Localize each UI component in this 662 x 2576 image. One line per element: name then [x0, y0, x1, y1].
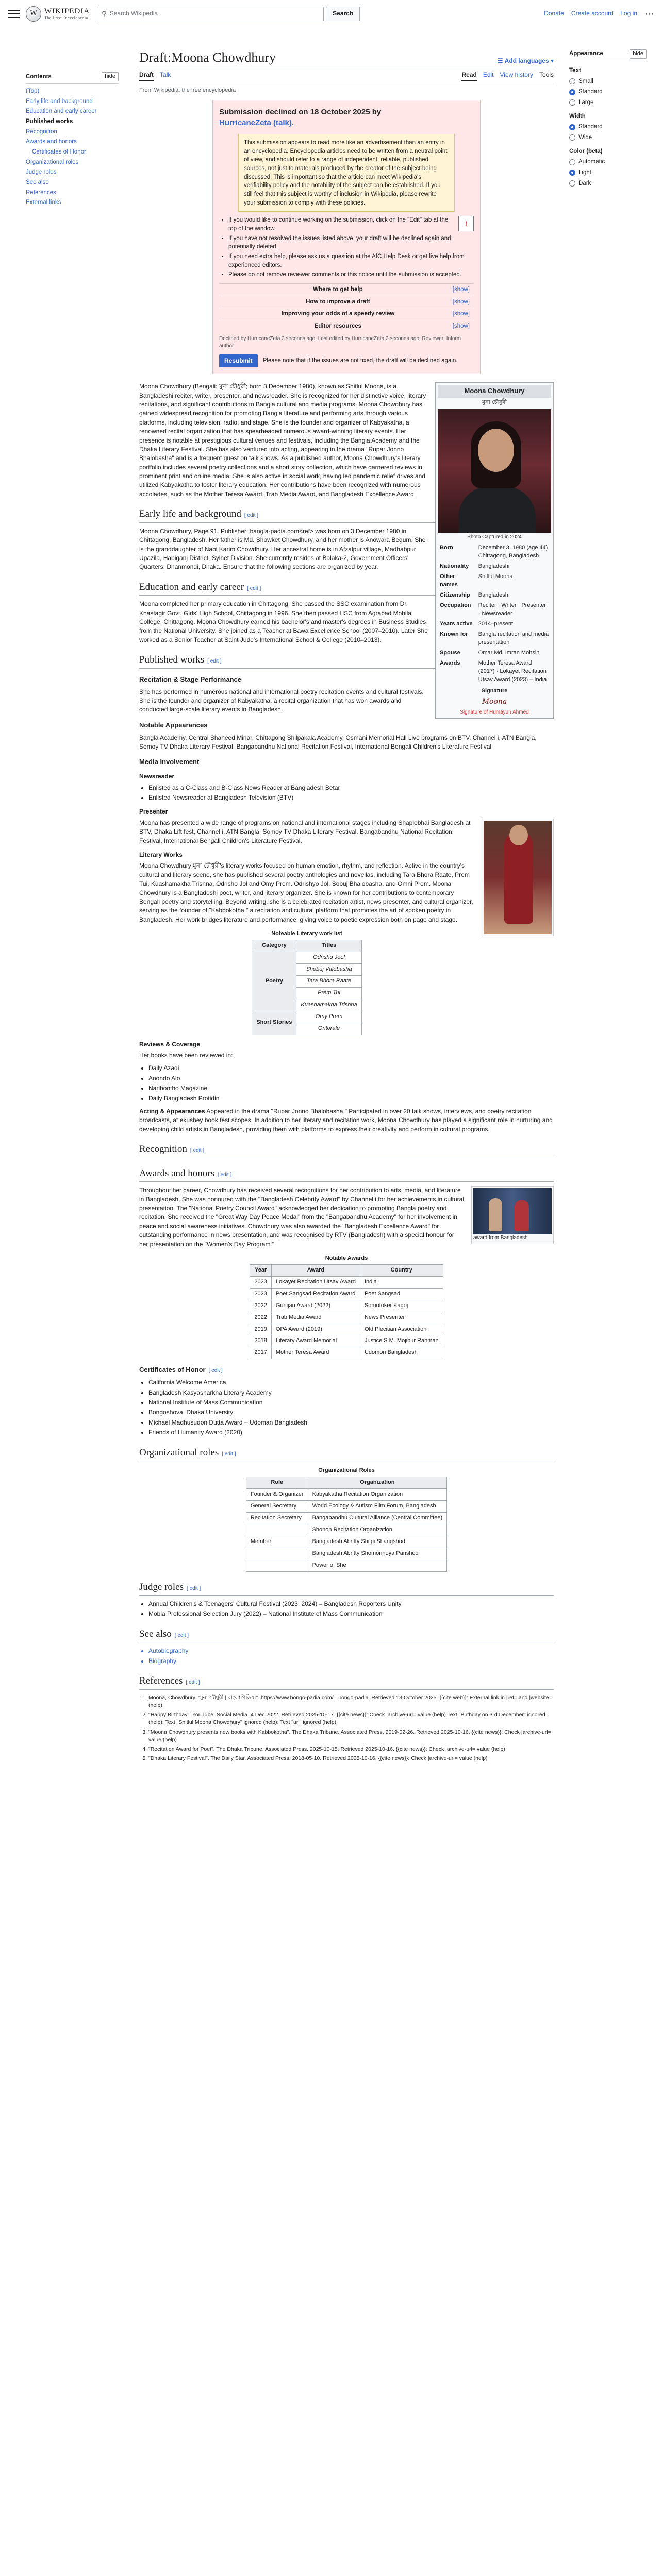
table-cell: Bangladesh Abritty Shilpi Shangshod — [308, 1536, 447, 1548]
text-size-label: Text — [569, 67, 581, 74]
globe-icon: W — [26, 6, 41, 22]
table-cell: Founder & Organizer — [246, 1488, 308, 1500]
color-option[interactable] — [569, 179, 647, 188]
radio-label: Wide — [578, 134, 592, 141]
newsreader-heading: Newsreader — [139, 773, 175, 781]
certificate-item: • Friends of Humanity Award (2020) — [148, 1428, 554, 1437]
table-cell: Trab Media Award — [271, 1312, 360, 1324]
toc-item[interactable]: Recognition — [26, 128, 57, 135]
toc-item[interactable]: See also — [26, 179, 49, 185]
add-languages-label: Add languages — [504, 57, 549, 64]
see-also-list — [139, 1647, 554, 1666]
table-cell: General Secretary — [246, 1500, 308, 1512]
table-header: Titles — [296, 940, 361, 952]
search-icon: ⚲ — [102, 9, 107, 18]
show-toggle[interactable]: [show] — [452, 323, 470, 330]
table-row — [246, 1488, 446, 1500]
width-option[interactable] — [569, 133, 647, 142]
table-header: Category — [252, 940, 296, 952]
site-header — [0, 0, 662, 28]
appearance-hide-button[interactable]: hide — [630, 49, 647, 59]
section-awards — [139, 1166, 554, 1182]
section-title: Published works — [139, 654, 205, 666]
radio-label: Automatic — [578, 159, 605, 165]
table-row — [252, 1011, 361, 1023]
edit-link[interactable]: [ edit ] — [207, 658, 222, 665]
references-list — [139, 1694, 554, 1763]
infobox-value: Bangla recitation and media presentation — [478, 631, 549, 646]
certificate-item: • Bongoshova, Dhaka University — [148, 1408, 554, 1417]
infobox-key: Other names — [440, 573, 458, 588]
wikipedia-logo[interactable] — [26, 6, 90, 22]
appearance-panel — [569, 49, 647, 190]
intro-paragraph: Moona Chowdhury (Bengali: মুনা চৌধুরী; born 3 December 1980), known as Shitlul Moona, is a Bangladeshi reciter, writer, presenter, and newsreader. She is recognized for her distinctive voice, literary recitations, and significant contributions to Bangla cultural and media programs. Moona Chowdhury has gained widespread recognition for promoting Bangla literature and performing arts through various platforms, including television, radio, and stage. She is the founder and organizer of Kabyakatha, a renowned recital organization that has spearheaded numerous award-winning literary events. Her presence is notable at prestigious cultural venues and festivals, including the Bangla Academy and the Dhaka Literary Festival. She has also ventured into acting, appearing in the drama "Rupar Jonno Bhalobasha" and is a frequent guest on talk shows. As a published author, Moona Chowdhury's literary portfolio includes several poetry collections and a short story collection, which have garnered reviews in prominent print and online media. She is also active in social work, having led pandemic relief drives and utilized Kabyakatha to foster literary education. Her contributions have been recognized with numerous accolades, such as the Mother Teresa Award, Trab Media Award, and Bangladesh Excellence Award. — [139, 383, 426, 498]
edit-link[interactable]: [ edit ] — [208, 1368, 223, 1374]
infobox-key: Years active — [440, 620, 473, 627]
radio-label: Light — [578, 169, 591, 176]
table-row — [246, 1536, 446, 1548]
afc-decline-reason — [238, 134, 455, 212]
color-label: Color (beta) — [569, 148, 603, 155]
table-cell: 2023 — [250, 1288, 271, 1300]
infobox-row — [438, 590, 551, 601]
afc-declined-note: Declined by HurricaneZeta 3 seconds ago. Last edited by HurricaneZeta 2 seconds ago. Reviewer: Inform author. — [219, 335, 461, 349]
title-cell: Odrisho Jool — [296, 952, 361, 964]
table-cell: World Ecology & Autism Film Forum, Bangladesh — [308, 1500, 447, 1512]
afc-help-rows — [219, 283, 474, 332]
recitation-text: She has performed in numerous national and international poetry recitation events and cultural festivals. She is the founder and organizer of Kabyakatha, a recital organization that has won awards and conducted large-scale literary events in Bangladesh. — [139, 688, 424, 714]
table-header: Country — [360, 1264, 443, 1276]
afc-instruction: • Please do not remove reviewer comments or this notice until the submission is accepted. — [228, 270, 474, 279]
infobox-photo[interactable] — [438, 409, 551, 533]
radio-button[interactable] — [569, 99, 575, 106]
title-cell: Ontorale — [296, 1023, 361, 1035]
judge-item: • Annual Children's & Teenagers' Cultural Festival (2023, 2024) – Bangladesh Reporters Unity — [148, 1600, 554, 1608]
edit-link[interactable]: [ edit ] — [186, 1680, 200, 1686]
title-cell: Prem Tui — [296, 987, 361, 999]
certificates-heading — [139, 1365, 554, 1375]
color-option[interactable] — [569, 168, 647, 177]
table-header-row — [250, 1264, 443, 1276]
table-cell: Poet Sangsad Recitation Award — [271, 1288, 360, 1300]
section-title: References — [139, 1675, 183, 1687]
color-option[interactable] — [569, 158, 647, 166]
donate-link[interactable]: Donate — [544, 10, 564, 18]
section-title: Organizational roles — [139, 1447, 219, 1458]
text-size-option[interactable] — [569, 98, 647, 107]
radio-button[interactable] — [569, 124, 575, 130]
section-judge-roles — [139, 1580, 554, 1596]
show-toggle[interactable]: [show] — [452, 286, 470, 293]
infobox-key: Known for — [440, 631, 468, 637]
toc-item[interactable]: (Top) — [26, 88, 40, 94]
afc-title: Submission declined on 18 October 2025 by — [219, 107, 382, 116]
table-row — [250, 1300, 443, 1312]
table-cell: 2019 — [250, 1324, 271, 1335]
infobox-row — [438, 619, 551, 630]
literary-heading: Literary Works — [139, 851, 183, 859]
table-cell: 2017 — [250, 1347, 271, 1359]
infobox-table — [438, 543, 551, 685]
org-table-caption: Organizational Roles — [318, 1467, 375, 1474]
review-source: • Anondo Alo — [148, 1074, 554, 1083]
toc-item[interactable]: Awards and honors — [26, 139, 77, 145]
infobox-value: Bangladesh — [478, 592, 508, 599]
edit-link[interactable]: [ edit ] — [247, 585, 261, 591]
org-roles-table — [246, 1465, 447, 1571]
recitation-heading: Recitation & Stage Performance — [139, 675, 241, 683]
table-cell: Gunijan Award (2022) — [271, 1300, 360, 1312]
infobox-key: Awards — [440, 659, 460, 666]
table-header: Role — [246, 1477, 308, 1489]
table-cell: Mother Teresa Award — [271, 1347, 360, 1359]
resubmit-button[interactable]: Resubmit — [219, 354, 258, 367]
user-links — [544, 9, 654, 19]
infobox-row — [438, 648, 551, 658]
toc-hide-button[interactable]: hide — [102, 72, 119, 81]
afc-help-label: Improving your odds of a speedy review — [281, 311, 395, 317]
title-cell: Omy Prem — [296, 1011, 361, 1023]
category-cell: Short Stories — [252, 1011, 296, 1035]
toc-item[interactable]: Organizational roles — [26, 159, 79, 165]
infobox-value: Shitlul Moona — [478, 573, 513, 580]
reference-item: 4. "Recitation Award for Poet". The Dhaka Tribune. Associated Press. 2025-10-15. Retrieved 2025-10-16. {{cite news}}: Check |archive-url= value (help) — [148, 1745, 554, 1753]
awards-table-caption: Notable Awards — [325, 1255, 368, 1261]
radio-button[interactable] — [569, 89, 575, 95]
table-cell: Member — [246, 1536, 308, 1548]
literary-works-table — [252, 928, 361, 1035]
presenter-heading: Presenter — [139, 808, 168, 816]
infobox-row — [438, 572, 551, 590]
login-link[interactable]: Log in — [620, 10, 637, 18]
infobox-key: Born — [440, 545, 453, 551]
toc-item[interactable]: Judge roles — [26, 169, 57, 176]
table-header-row — [246, 1477, 446, 1489]
section-organizational-roles — [139, 1446, 554, 1462]
tab-draft[interactable]: Draft — [139, 71, 154, 80]
table-cell: Power of She — [308, 1560, 447, 1571]
newsreader-item: • Enlisted Newsreader at Bangladesh Television (BTV) — [148, 793, 554, 802]
education-text: Moona completed her primary education in Chittagong. She passed the SSC examination from Dr. Khastagir Govt. Girls' High School, Chittagong in 1996. She then passed HSC from Agrabad Mohila College, Chittagong. Moona Chowdhury earned his bachelor's and master's degrees in Business Studies from the National University. She joined as a Teacher at Bawa Excellence School (2007–2010). Later She worked as a Senior Teacher at Saint Jude's International School & College (2010–2013). — [139, 600, 428, 643]
infobox-native-name: মুনা চৌধুরী — [482, 399, 507, 406]
presenter-text: Moona has presented a wide range of programs on national and international stages including Shaplobhai Bangladesh at BTV, Dhaka Lift fest, Channel i, ATN Bangla, Somoy TV Dhaka Literary Festival, Bangabandhu National Recitation Festival, International Bengali Children's Literature Festival. — [139, 819, 471, 844]
see-also-link[interactable]: • Biography — [148, 1657, 554, 1666]
table-cell: 2022 — [250, 1312, 271, 1324]
certificate-item: • California Welcome America — [148, 1378, 554, 1387]
table-header-row — [252, 940, 361, 952]
article-body — [139, 382, 554, 1762]
infobox-row — [438, 601, 551, 619]
acting-text: Appeared in the drama "Rupar Jonno Bhalobasha." Participated in over 20 talk shows, interviews, and poetry recitation broadcasts, at ekushey book fest scopes. In addition to her literary and recitation work, Moona Chowdhury has played a significant role in nurturing and developing child artists in Bangladesh, providing them with platforms to express their creativity and perform in cultural programs. — [139, 1107, 553, 1133]
tab-talk[interactable]: Talk — [160, 71, 171, 79]
title-cell: Kuashamakha Trishna — [296, 999, 361, 1011]
afc-instructions — [219, 216, 474, 279]
logo-title: WIKIPEDIA — [44, 7, 90, 15]
awards-text: Throughout her career, Chowdhury has received several recognitions for her contribution to arts, media, and literature in Bangladesh. She was honoured with the "Bangladesh Celebrity Award" by Channel i for her achievements in cultural presentation. The "National Poetry Council Award" acknowledged her dedication to promoting Bangla poetry and recitation. She received the "Great Way Day Peace Medal" from the "Bangabandhu Academy" for her involvement in peace and social awareness initiatives. Chowdhury was also awarded the "Bangladesh Excellence Award" for outstanding performance in news presentation, and was recognised by RTV (Bangladesh) with a special honour for her presentation on the "Women's Day Program." — [139, 1187, 465, 1248]
reference-item: 3. "Moona Chowdhury presents new books with Kabbokotha". The Dhaka Tribune. Associated Press. 2019-02-26. Retrieved 2025-10-16. {{cite news}}: Check |archive-url= value (help) — [148, 1728, 554, 1744]
afc-intro-text: This submission appears to read more like an advertisement than an entry in an encyclopedia. Encyclopedia articles need to be written from a neutral point of view, and should refer to a range of independent, reliable, published sources, not just to materials produced by the creator of the subject being discussed. This is important so that the article can meet Wikipedia's verifiability policy and the notability of the subject can be established. If you still feel that this subject is worthy of inclusion in Wikipedia, please rewrite your submission to comply with these policies. — [244, 140, 448, 206]
infobox-name: Moona Chowdhury — [438, 385, 551, 398]
afc-help-row — [219, 308, 474, 320]
infobox-value: Mother Teresa Award (2017) · Lokayet Recitation Utsav Award (2023) – India — [478, 659, 547, 683]
edit-link[interactable]: [ edit ] — [244, 513, 259, 519]
afc-help-row — [219, 283, 474, 296]
radio-button[interactable] — [569, 134, 575, 141]
infobox-value: Omar Md. Imran Mohsin — [478, 649, 540, 656]
afc-reviewer-link[interactable]: HurricaneZeta (talk). — [219, 118, 294, 128]
awards-table — [250, 1253, 443, 1359]
infobox — [435, 382, 554, 719]
edit-link[interactable]: [ edit ] — [187, 1585, 201, 1591]
toc-item[interactable]: External links — [26, 199, 61, 206]
main-content — [139, 49, 554, 1765]
warning-icon: ! — [458, 216, 474, 231]
review-source: • Naribontho Magazine — [148, 1084, 554, 1093]
tab-read[interactable]: Read — [461, 71, 476, 80]
table-header: Award — [271, 1264, 360, 1276]
radio-label: Small — [578, 78, 593, 84]
table-cell: Bangabandhu Cultural Alliance (Central Committee) — [308, 1512, 447, 1524]
review-source: • Daily Azadi — [148, 1064, 554, 1073]
table-row — [246, 1548, 446, 1560]
newsreader-list — [139, 784, 554, 803]
table-row — [246, 1500, 446, 1512]
table-row — [250, 1288, 443, 1300]
color-options — [569, 158, 647, 188]
toc-title: Contents — [26, 73, 52, 80]
radio-button[interactable] — [569, 78, 575, 84]
main-menu-icon[interactable] — [8, 10, 20, 18]
category-cell: Poetry — [252, 952, 296, 1011]
toc-item[interactable]: Published works — [26, 118, 73, 125]
certificate-item: • Michael Madhusudon Dutta Award – Udoman Bangladesh — [148, 1418, 554, 1427]
table-cell: News Presenter — [360, 1312, 443, 1324]
section-title: Early life and background — [139, 509, 241, 520]
table-cell: Poet Sangsad — [360, 1288, 443, 1300]
section-title: Certificates of Honor — [139, 1366, 206, 1374]
infobox-value: December 3, 1980 (age 44) Chittagong, Bangladesh — [478, 545, 548, 560]
radio-label: Standard — [578, 124, 603, 130]
section-title: Recognition — [139, 1144, 187, 1155]
toc-item[interactable]: Education and early career — [26, 108, 97, 115]
radio-label: Dark — [578, 180, 591, 187]
presenter-thumbnail[interactable] — [482, 819, 554, 936]
appearances-heading: Notable Appearances — [139, 721, 208, 729]
edit-link[interactable]: [ edit ] — [174, 1632, 189, 1638]
signature-caption: Signature of Humayun Ahmed — [460, 709, 529, 715]
tab-tools[interactable]: Tools — [539, 71, 554, 79]
reference-item: 1. Moona, Chowdhury. "মুনা চৌধুরী | বাংলাপিডিয়া". https://www.bongo-padia.com/". bongo-padia. Retrieved 13 October 2025. {{cite web}}: External link in |ref= and |website= (help) — [148, 1694, 554, 1709]
infobox-caption: Photo Captured in 2024 — [467, 534, 522, 540]
afc-help-row — [219, 320, 474, 332]
afc-help-label: Where to get help — [313, 286, 363, 293]
table-row — [246, 1560, 446, 1571]
toc-item[interactable]: Early life and background — [26, 98, 93, 105]
text-size-option[interactable] — [569, 88, 647, 96]
resubmit-note: Please note that if the issues are not fixed, the draft will be declined again. — [262, 358, 458, 364]
certificate-item: • Bangladesh Kasyasharkha Literary Academy — [148, 1388, 554, 1397]
infobox-key: Occupation — [440, 602, 471, 609]
title-cell: Shobuj Valobasha — [296, 963, 361, 975]
show-toggle[interactable]: [show] — [452, 311, 470, 317]
see-also-link[interactable]: • Autobiography — [148, 1647, 554, 1655]
table-cell: Justice S.M. Mojibur Rahman — [360, 1335, 443, 1347]
section-see-also — [139, 1627, 554, 1643]
create-account-link[interactable]: Create account — [571, 10, 614, 18]
toc-item[interactable]: References — [26, 189, 56, 196]
acting-label: Acting & Appearances — [139, 1107, 205, 1115]
table-cell — [246, 1548, 308, 1560]
appearances-text: Bangla Academy, Central Shaheed Minar, Chittagong Shilpakala Academy, Osmani Memorial Hall Live programs on BTV, Channel i, ATN Bangla, Somoy TV Dhaka Literary Festival, Bangabandhu National Recitation Festival, International Bengali Children's Literature Festival — [139, 734, 537, 751]
table-row — [250, 1312, 443, 1324]
tab-edit[interactable]: Edit — [483, 71, 494, 79]
table-cell: Lokayet Recitation Utsav Award — [271, 1276, 360, 1288]
width-options — [569, 123, 647, 142]
section-title: Education and early career — [139, 581, 244, 592]
infobox-key: Citizenship — [440, 592, 470, 599]
table-cell: Bangladesh Abritty Shomonnoya Parishod — [308, 1548, 447, 1560]
afc-help-row — [219, 296, 474, 308]
toc-item[interactable]: Certificates of Honor — [32, 148, 86, 155]
width-label: Width — [569, 113, 586, 120]
reviews-heading: Reviews & Coverage — [139, 1040, 201, 1048]
table-row — [246, 1524, 446, 1536]
infobox-key: Spouse — [440, 649, 460, 656]
reviews-text: Her books have been reviewed in: — [139, 1051, 233, 1059]
logo-subtitle: The Free Encyclopedia — [44, 15, 88, 20]
table-cell — [246, 1524, 308, 1536]
infobox-row — [438, 658, 551, 685]
infobox-value: 2014–present — [478, 620, 514, 627]
table-row — [250, 1335, 443, 1347]
from-wikipedia-tagline: From Wikipedia, the free encyclopedia — [139, 87, 236, 93]
table-cell: India — [360, 1276, 443, 1288]
infobox-key: Nationality — [440, 563, 469, 570]
award-thumbnail-caption: award from Bangladesh — [473, 1235, 528, 1241]
review-source: • Daily Bangladesh Protidin — [148, 1094, 554, 1103]
table-header: Year — [250, 1264, 271, 1276]
certificates-list — [139, 1378, 554, 1437]
title-cell: Tara Bhora Raate — [296, 975, 361, 987]
infobox-row — [438, 630, 551, 648]
edit-link[interactable]: [ edit ] — [218, 1172, 232, 1178]
afc-instruction: • If you have not resolved the issues listed above, your draft will be declined again and potentially deleted. — [228, 234, 474, 251]
table-header: Organization — [308, 1477, 447, 1489]
table-row — [250, 1347, 443, 1359]
search-input[interactable] — [97, 7, 324, 21]
table-cell: Somotoker Kagoj — [360, 1300, 443, 1312]
radio-label: Standard — [578, 89, 603, 95]
add-languages-button[interactable]: ☰ Add languages ▾ — [497, 57, 554, 64]
section-title: Awards and honors — [139, 1167, 215, 1179]
infobox-value: Reciter · Writer · Presenter · Newsreader — [478, 602, 547, 617]
table-row — [250, 1324, 443, 1335]
newsreader-item: • Enlisted as a C-Class and B-Class News Reader at Bangladesh Betar — [148, 784, 554, 792]
toc-list — [26, 87, 119, 207]
tab-view-history[interactable]: View history — [500, 71, 533, 79]
radio-button[interactable] — [569, 180, 575, 187]
radio-button[interactable] — [569, 170, 575, 176]
table-cell: Old Plecitian Association — [360, 1324, 443, 1335]
section-recognition — [139, 1142, 554, 1158]
table-cell: OPA Award (2019) — [271, 1324, 360, 1335]
reference-item: 2. "Happy Birthday". YouTube. Social Media. 4 Dec 2022. Retrieved 2025-10-17. {{cite news}}: Check |archive-url= value (help) Text "Birthday on 3rd December" ignored (help); Text "Shitlul Moona Chowdhury" ignored (help); Text "url" ignored (help) — [148, 1711, 554, 1726]
section-references — [139, 1674, 554, 1690]
table-cell — [246, 1560, 308, 1571]
table-cell: Kabyakatha Recitation Organization — [308, 1488, 447, 1500]
reference-item: 5. "Dhaka Literary Festival". The Daily Star. Associated Press. 2018-05-10. Retrieved 2025-10-16. {{cite news}}: Check |archive-url= value (help) — [148, 1755, 554, 1762]
table-row — [246, 1512, 446, 1524]
table-cell: Udomon Bangladesh — [360, 1347, 443, 1359]
infobox-value: Bangladeshi — [478, 563, 510, 570]
text-size-options — [569, 77, 647, 107]
certificate-item: • National Institute of Mass Communication — [148, 1398, 554, 1407]
width-option[interactable] — [569, 123, 647, 131]
section-title: See also — [139, 1628, 172, 1639]
more-options-icon[interactable]: ⋯ — [644, 9, 654, 19]
infobox-signature-label: Signature — [481, 687, 508, 694]
judge-list — [139, 1600, 554, 1619]
search-placeholder: Search Wikipedia — [109, 10, 158, 18]
afc-decline-notice — [212, 100, 481, 375]
award-thumbnail[interactable] — [471, 1186, 554, 1244]
table-cell: Recitation Secretary — [246, 1512, 308, 1524]
edit-link[interactable]: [ edit ] — [222, 1451, 236, 1457]
afc-help-label: Editor resources — [314, 323, 362, 330]
table-row — [250, 1276, 443, 1288]
early-life-text: Moona Chowdhury, Page 91. Publisher: bangla-padia.com<ref> was born on 3 December 1980 in Chittagong, Bangladesh. Her father is Md. Showket Chowdhury, and her mother is Anowara Begum. She is the granddaughter of Nabi Karim Chowdhury. Her ancestral home is in Afzalpur village, Madhabpur Upazila, Habiganj District, Sylhet Division. She currently resides at Balaka-2, Government Officers' Quarters, Dhanmondi, Dhaka. Ensure that the following sections are organized by year. — [139, 527, 426, 571]
page-title: Draft:Moona Chowdhury — [139, 50, 276, 65]
section-title: Judge roles — [139, 1581, 184, 1592]
table-cell: 2018 — [250, 1335, 271, 1347]
media-heading: Media Involvement — [139, 758, 200, 766]
infobox-row — [438, 562, 551, 572]
appearance-title: Appearance — [569, 50, 603, 57]
table-cell: Literary Award Memorial — [271, 1335, 360, 1347]
toc-sidebar — [26, 72, 119, 209]
radio-label: Large — [578, 99, 594, 106]
infobox-row — [438, 543, 551, 562]
afc-instruction: • If you would like to continue working on the submission, click on the "Edit" tab at the top of the window. — [228, 216, 474, 233]
signature-image: Moona — [482, 698, 507, 706]
literary-text: Moona Chowdhury মুনা চৌধুরী's literary works focused on human emotion, rhythm, and reflection. Active in the country's cultural and literary scene, she has published several poetry anthologies and novellas, including Tara Bhora Raate, Prem Tui, Kuashamakha Trishna, Odrisho Jol and Omy Prem. Odrishyo Jol, Sobuj Bhalobasha, and Omni Prem. Moona Chowdhury is a Bangladeshi poet, writer, and literary organizer. She is known for her contributions to contemporary Bengali poetry and storytelling. Beyond writing, she is a celebrated recitation artist, news presenter, and cultural organizer, serving as the founder of "Kabbokotha," a recitation and cultural platform that promotes the art of spoken poetry in Bangladesh. Her work bridges literature and performance, giving voice to poetic expression both on page and stage. — [139, 862, 473, 923]
table-cell: Shonon Recitation Organization — [308, 1524, 447, 1536]
edit-link[interactable]: [ edit ] — [190, 1148, 205, 1154]
works-table-caption: Noteable Literary work list — [271, 930, 342, 937]
table-row — [252, 952, 361, 964]
text-size-option[interactable] — [569, 77, 647, 86]
table-cell: 2023 — [250, 1276, 271, 1288]
reviews-list — [139, 1064, 554, 1103]
table-cell: 2022 — [250, 1300, 271, 1312]
afc-help-label: How to improve a draft — [306, 298, 370, 305]
radio-button[interactable] — [569, 159, 575, 165]
judge-item: • Mobia Professional Selection Jury (2022) – National Institute of Mass Communication — [148, 1609, 554, 1618]
search-button[interactable]: Search — [326, 7, 360, 21]
afc-instruction: • If you need extra help, please ask us a question at the AfC Help Desk or get live help from experienced editors. — [228, 252, 474, 269]
show-toggle[interactable]: [show] — [452, 298, 470, 305]
